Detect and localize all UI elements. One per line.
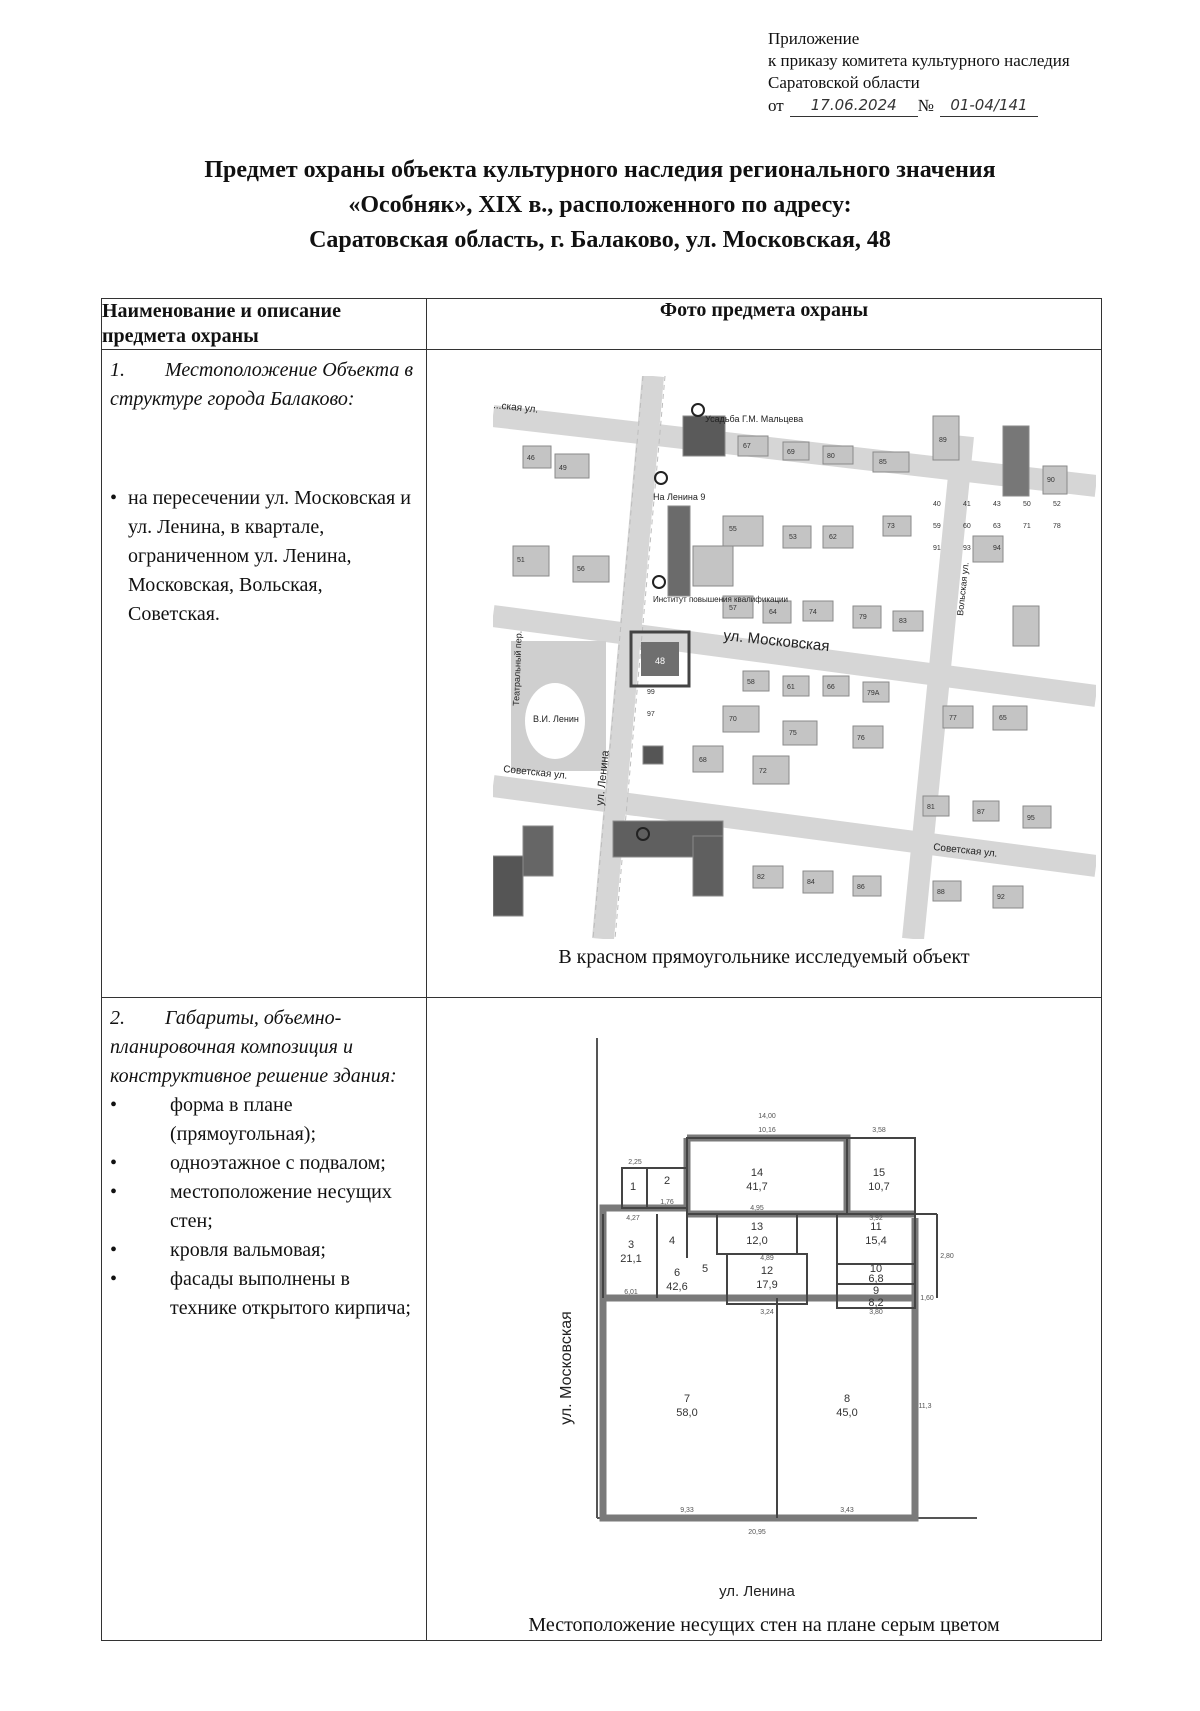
dimension: 20,95 xyxy=(748,1529,766,1536)
house-number: 56 xyxy=(577,566,585,573)
room-area: 10,7 xyxy=(868,1181,890,1193)
house-number: 63 xyxy=(993,523,1001,530)
room-area: 42,6 xyxy=(666,1281,688,1293)
dimension: 4,95 xyxy=(750,1205,764,1212)
dimension: 2,25 xyxy=(628,1159,642,1166)
handwritten-date: 17.06.2024 xyxy=(790,94,918,117)
house-number: 70 xyxy=(729,716,737,723)
building-institute xyxy=(668,506,690,596)
label-lenin-monument: В.И. Ленин xyxy=(533,714,579,724)
house-number: 50 xyxy=(1023,501,1031,508)
room-number: 14 xyxy=(750,1167,764,1179)
street-label-lenina: ул. Ленина xyxy=(594,749,612,807)
dimension: 4,89 xyxy=(760,1255,774,1262)
dimension: 3,43 xyxy=(840,1507,854,1514)
house-number: 87 xyxy=(977,809,985,816)
structure-description xyxy=(102,998,426,1323)
house-number: 49 xyxy=(559,465,567,472)
title-line-1: Предмет охраны объекта культурного наследия регионального значения xyxy=(204,157,996,183)
dimension: 6,01 xyxy=(624,1289,638,1296)
house-number: 75 xyxy=(789,730,797,737)
room-number: 15 xyxy=(872,1167,886,1179)
label-institute: Институт повышения квалификации xyxy=(653,595,788,604)
structure-bullet xyxy=(110,1236,418,1265)
dimension: 10,16 xyxy=(758,1127,776,1134)
bullet-icon: • xyxy=(110,1152,118,1174)
map-caption: В красном прямоугольнике исследуемый объект xyxy=(558,946,970,968)
house-number: 40 xyxy=(933,501,941,508)
appendix-order-line: к приказу комитета культурного наследия xyxy=(768,51,1070,70)
house-number: 88 xyxy=(937,889,945,896)
room-number: 10 xyxy=(869,1263,883,1275)
table-row-structure xyxy=(102,998,1102,1641)
street-label-teatralnaya: Театральный пер. xyxy=(511,630,524,707)
dimension: 3,92 xyxy=(869,1215,883,1222)
house-number: 57 xyxy=(729,605,737,612)
room-area: 58,0 xyxy=(676,1407,698,1419)
house-number: 81 xyxy=(927,804,935,811)
bullet-text: одноэтажное с подвалом; xyxy=(170,1152,386,1174)
appendix-title: Приложение xyxy=(768,29,860,48)
room-area: 41,7 xyxy=(746,1181,768,1193)
bullet-text: кровля вальмовая; xyxy=(170,1239,326,1261)
house-number: 41 xyxy=(963,501,971,508)
house-number: 94 xyxy=(993,545,1001,552)
map-cell xyxy=(427,350,1102,998)
appendix-region-line: Саратовской области xyxy=(768,73,920,92)
house-number: 83 xyxy=(899,618,907,625)
title-line-3: Саратовская область, г. Балаково, ул. Московская, 48 xyxy=(309,227,891,253)
dimension: 3,24 xyxy=(760,1309,774,1316)
outer-wall xyxy=(603,1138,915,1518)
room-area: 6,8 xyxy=(868,1273,884,1285)
street-label-top: ...ская ул. xyxy=(493,400,539,416)
house-number: 84 xyxy=(807,879,815,886)
building xyxy=(493,856,523,916)
dimension: 1,76 xyxy=(660,1199,674,1206)
street-label-moskovskaya: ул. Московская xyxy=(722,627,831,656)
building xyxy=(693,746,723,772)
dimension: 3,80 xyxy=(869,1309,883,1316)
plan-street-lenina: ул. Ленина xyxy=(719,1583,795,1600)
room-number: 2 xyxy=(663,1175,671,1187)
room-area: 8,2 xyxy=(868,1297,884,1309)
city-map xyxy=(493,376,1096,939)
house-number: 91 xyxy=(933,545,941,552)
street-label-sovetskaya-left: Советская ул. xyxy=(502,764,568,782)
heading-colon: : xyxy=(347,388,355,410)
appendix-block xyxy=(768,28,1188,117)
room-number: 5 xyxy=(701,1263,709,1275)
house-number: 79 xyxy=(859,614,867,621)
from-label: от xyxy=(768,96,784,115)
building xyxy=(803,601,833,621)
object-number: 48 xyxy=(654,656,666,666)
label-na-lenina: На Ленина 9 xyxy=(653,492,706,502)
building xyxy=(693,546,733,586)
dimension: 14,00 xyxy=(758,1113,776,1120)
house-number: 53 xyxy=(789,534,797,541)
house-number: 69 xyxy=(787,449,795,456)
building xyxy=(523,826,553,876)
building xyxy=(763,601,791,623)
location-bullet-text: на пересечении ул. Московская и ул. Ленина, в квартале, ограниченном ул. Ленина, Московская, Вольская, Советская. xyxy=(128,487,411,625)
house-number: 59 xyxy=(933,523,941,530)
handwritten-number: 01-04/141 xyxy=(940,94,1038,117)
house-number: 79A xyxy=(867,690,880,697)
room-number: 7 xyxy=(683,1393,691,1405)
room-number: 4 xyxy=(668,1235,676,1247)
dimension: 11,3 xyxy=(918,1403,932,1410)
plan-street-moskovskaya: ул. Московская xyxy=(558,1311,575,1425)
protection-subject-table xyxy=(101,298,1102,1641)
row-number-2: 2. xyxy=(110,1007,125,1029)
house-number: 97 xyxy=(647,711,655,718)
building-large-south-wing xyxy=(693,836,723,896)
street-label-volskaya: Вольская ул. xyxy=(955,561,971,617)
location-heading xyxy=(110,356,418,414)
appendix-date-row xyxy=(768,94,1188,117)
house-number: 71 xyxy=(1023,523,1031,530)
table-header-row xyxy=(102,299,1102,350)
house-number: 82 xyxy=(757,874,765,881)
dimension: 1,60 xyxy=(920,1295,934,1302)
floor-plan xyxy=(507,1008,1067,1608)
structure-heading xyxy=(110,1004,418,1091)
building xyxy=(783,526,811,548)
bullet-icon: • xyxy=(110,1268,118,1290)
house-number: 77 xyxy=(949,715,957,722)
structure-heading-text: Габариты, объемно-планировочная композиция и конструктивное решение здания: xyxy=(110,1007,397,1087)
header-photo: Фото предмета охраны xyxy=(427,299,1102,350)
house-number: 52 xyxy=(1053,501,1061,508)
dimension: 3,58 xyxy=(872,1127,886,1134)
room-area: 21,1 xyxy=(620,1253,642,1265)
room-number: 12 xyxy=(760,1265,774,1277)
house-number: 66 xyxy=(827,684,835,691)
street-label-sovetskaya-right: Советская ул. xyxy=(932,842,998,860)
house-number: 64 xyxy=(769,609,777,616)
room-number: 11 xyxy=(870,1221,882,1233)
building xyxy=(853,606,881,628)
house-number: 86 xyxy=(857,884,865,891)
dimension: 4,27 xyxy=(626,1215,640,1222)
house-number: 46 xyxy=(527,455,535,462)
room-area: 45,0 xyxy=(836,1407,858,1419)
building xyxy=(1013,606,1039,646)
title-line-2: «Особняк», XIX в., расположенного по адресу: xyxy=(348,192,852,218)
bullet-text: фасады выполнены в технике открытого кирпича; xyxy=(170,1268,411,1319)
table-row-location xyxy=(102,350,1102,998)
structure-bullet xyxy=(110,1149,418,1178)
house-number: 85 xyxy=(879,459,887,466)
bullet-icon: • xyxy=(110,487,118,509)
row-number-1: 1. xyxy=(110,359,125,381)
house-number: 78 xyxy=(1053,523,1061,530)
building xyxy=(823,526,853,548)
dimension: 2,80 xyxy=(940,1253,954,1260)
building xyxy=(943,706,973,728)
house-number: 67 xyxy=(743,443,751,450)
house-number: 68 xyxy=(699,757,707,764)
location-description xyxy=(102,350,426,629)
house-number: 73 xyxy=(887,523,895,530)
label-usadba: Усадьба Г.М. Мальцева xyxy=(705,414,804,424)
house-number: 92 xyxy=(997,894,1005,901)
room-number: 6 xyxy=(673,1267,681,1279)
house-number: 89 xyxy=(939,437,947,444)
location-bullet xyxy=(110,484,418,629)
bullet-icon: • xyxy=(110,1181,118,1203)
house-number: 60 xyxy=(963,523,971,530)
house-number: 95 xyxy=(1027,815,1035,822)
house-number: 43 xyxy=(993,501,1001,508)
room-number: 13 xyxy=(750,1221,764,1233)
room-area: 17,9 xyxy=(756,1279,778,1291)
header-name-description: Наименование и описание предмета охраны xyxy=(102,299,427,350)
house-number: 74 xyxy=(809,609,817,616)
building xyxy=(1003,426,1029,496)
structure-bullet xyxy=(110,1265,418,1323)
dimension: 9,33 xyxy=(680,1507,694,1514)
structure-bullet xyxy=(110,1178,418,1236)
bullet-icon: • xyxy=(110,1094,118,1116)
room-number: 8 xyxy=(843,1393,851,1405)
bullet-text: местоположение несущих стен; xyxy=(170,1181,392,1232)
bullet-icon: • xyxy=(110,1239,118,1261)
house-number: 80 xyxy=(827,453,835,460)
house-number: 65 xyxy=(999,715,1007,722)
document-title xyxy=(60,153,1140,258)
number-label: № xyxy=(917,96,934,115)
house-number: 93 xyxy=(963,545,971,552)
room-number: 1 xyxy=(629,1181,637,1193)
bullet-text: форма в плане (прямоугольная); xyxy=(170,1094,316,1145)
room-number: 9 xyxy=(872,1285,880,1297)
house-number: 58 xyxy=(747,679,755,686)
room-area: 12,0 xyxy=(746,1235,768,1247)
room-area: 15,4 xyxy=(865,1235,887,1247)
house-number: 72 xyxy=(759,768,767,775)
house-number: 51 xyxy=(517,557,525,564)
room-number: 3 xyxy=(627,1239,635,1251)
building xyxy=(893,611,923,631)
structure-bullet xyxy=(110,1091,418,1149)
house-number: 61 xyxy=(787,684,795,691)
house-number: 90 xyxy=(1047,477,1055,484)
plan-cell xyxy=(427,998,1102,1641)
plan-caption: Местоположение несущих стен на плане серым цветом xyxy=(528,1614,1000,1636)
house-number: 99 xyxy=(647,689,655,696)
house-number: 55 xyxy=(729,526,737,533)
house-number: 76 xyxy=(857,735,865,742)
building xyxy=(643,746,663,764)
location-heading-text: Местоположение Объекта в структуре города Балаково xyxy=(110,359,414,410)
house-number: 62 xyxy=(829,534,837,541)
